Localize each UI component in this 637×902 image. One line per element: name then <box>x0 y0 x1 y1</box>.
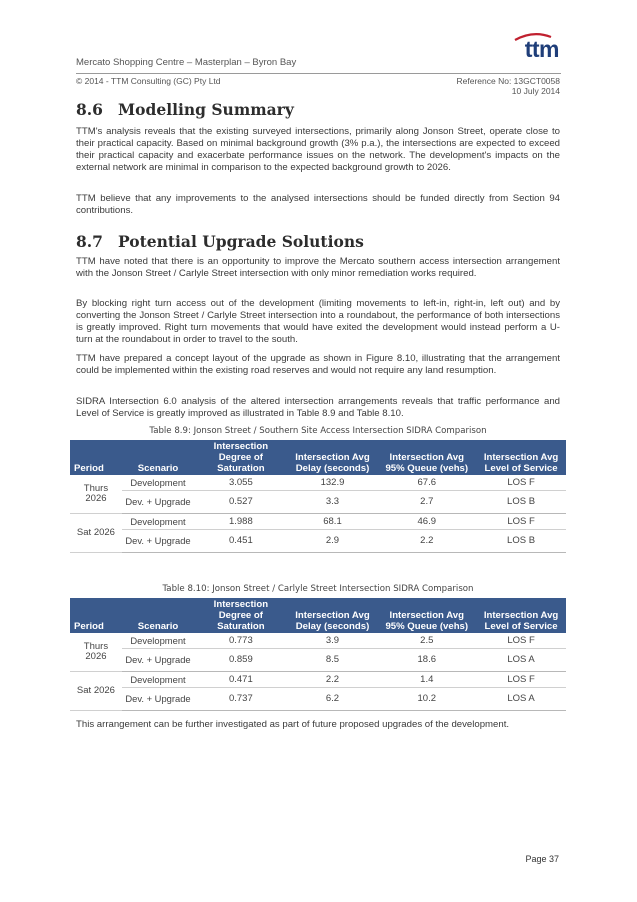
table-cell: 3.3 <box>288 491 378 514</box>
table-cell: 46.9 <box>377 514 476 530</box>
table-cell: 0.859 <box>194 649 287 672</box>
table-8-10 <box>70 598 566 711</box>
column-header: Scenario <box>122 598 194 633</box>
table-cell: LOS A <box>476 688 566 711</box>
column-header: Intersection Degree of Saturation <box>194 598 287 633</box>
table-row <box>70 530 566 553</box>
section-8-6-heading <box>76 100 294 119</box>
section-number: 8.6 <box>76 100 103 119</box>
period-cell: Sat 2026 <box>70 672 122 711</box>
reference-date: 10 July 2014 <box>511 86 560 96</box>
column-header: Intersection Avg Delay (seconds) <box>288 440 378 475</box>
table-8-10-caption: Table 8.10: Jonson Street / Carlyle Street Intersection SIDRA Comparison <box>162 584 474 594</box>
section-title: Potential Upgrade Solutions <box>118 232 364 251</box>
header-title: Mercato Shopping Centre – Masterplan – Byron Bay <box>76 57 297 68</box>
period-cell: Sat 2026 <box>70 514 122 553</box>
table-cell: 8.5 <box>288 649 378 672</box>
table-row <box>70 649 566 672</box>
scenario-cell: Dev. + Upgrade <box>122 688 194 711</box>
table-row <box>70 672 566 688</box>
table-header-row <box>70 440 566 475</box>
column-header: Intersection Avg Level of Service <box>476 598 566 633</box>
header-divider <box>76 73 561 74</box>
paragraph: TTM's analysis reveals that the existing surveyed intersections, primarily along Jonson Street, operate close to their practical capacity. Based on minimal background growth (3% p.a.), the intersections are expected to exceed their practical capacity and exacerbate performance issues on the network. The development's impacts on the external network are minimal in comparison to the expected background growth to 2026. <box>76 126 560 173</box>
column-header: Period <box>70 440 122 475</box>
ttm-logo <box>499 32 559 64</box>
scenario-cell: Development <box>122 475 194 491</box>
period-cell: Thurs 2026 <box>70 475 122 514</box>
table-header-row <box>70 598 566 633</box>
table-cell: LOS F <box>476 475 566 491</box>
header-copyright: © 2014 - TTM Consulting (GC) Pty Ltd <box>76 76 221 86</box>
scenario-cell: Dev. + Upgrade <box>122 491 194 514</box>
scenario-cell: Dev. + Upgrade <box>122 530 194 553</box>
table-row <box>70 475 566 491</box>
scenario-cell: Development <box>122 633 194 649</box>
column-header: Intersection Degree of Saturation <box>194 440 287 475</box>
table-cell: 132.9 <box>288 475 378 491</box>
table-cell: LOS A <box>476 649 566 672</box>
page-number: Page 37 <box>525 854 559 864</box>
table-cell: LOS F <box>476 633 566 649</box>
scenario-cell: Development <box>122 514 194 530</box>
table-cell: 2.7 <box>377 491 476 514</box>
paragraph: TTM believe that any improvements to the analysed intersections should be funded directly from Section 94 contributions. <box>76 193 560 216</box>
table-row <box>70 688 566 711</box>
table-cell: LOS B <box>476 530 566 553</box>
paragraph: TTM have noted that there is an opportunity to improve the Mercato southern access intersection arrangement with the Jonson Street / Carlyle Street intersection with only minor remediation works required. <box>76 256 560 279</box>
scenario-cell: Dev. + Upgrade <box>122 649 194 672</box>
period-cell: Thurs 2026 <box>70 633 122 672</box>
column-header: Period <box>70 598 122 633</box>
section-number: 8.7 <box>76 232 103 251</box>
table-cell: 10.2 <box>377 688 476 711</box>
table-8-9 <box>70 440 566 553</box>
section-title: Modelling Summary <box>118 100 294 119</box>
column-header: Intersection Avg Level of Service <box>476 440 566 475</box>
paragraph: By blocking right turn access out of the development (limiting movements to left-in, right-in, left out) and by converting the Jonson Street / Carlyle Street intersection into a roundabout, the performance of both intersections is greatly improved. Right turn movements that would have exited the development would instead perform a U-turn at the roundabout in order to travel to the south. <box>76 298 560 345</box>
table-cell: LOS B <box>476 491 566 514</box>
reference-number: Reference No: 13GCT0058 <box>456 76 560 86</box>
table-cell: 0.451 <box>194 530 287 553</box>
table-cell: 67.6 <box>377 475 476 491</box>
table-cell: 2.2 <box>377 530 476 553</box>
table-cell: 0.737 <box>194 688 287 711</box>
header-reference <box>457 76 560 96</box>
table-cell: 1.4 <box>377 672 476 688</box>
table-cell: 6.2 <box>288 688 378 711</box>
column-header: Intersection Avg 95% Queue (vehs) <box>377 598 476 633</box>
logo-text: ttm <box>524 36 559 62</box>
table-row <box>70 633 566 649</box>
table-row <box>70 514 566 530</box>
scenario-cell: Development <box>122 672 194 688</box>
table-cell: 1.988 <box>194 514 287 530</box>
table-cell: 2.2 <box>288 672 378 688</box>
table-cell: 3.055 <box>194 475 287 491</box>
table-cell: 2.5 <box>377 633 476 649</box>
table-8-9-caption: Table 8.9: Jonson Street / Southern Site Access Intersection SIDRA Comparison <box>149 426 487 436</box>
closing-paragraph: This arrangement can be further investigated as part of future proposed upgrades of the development. <box>76 719 510 730</box>
table-row <box>70 491 566 514</box>
table-cell: 3.9 <box>288 633 378 649</box>
table-cell: 18.6 <box>377 649 476 672</box>
column-header: Scenario <box>122 440 194 475</box>
paragraph: SIDRA Intersection 6.0 analysis of the altered intersection arrangements reveals that traffic performance and Level of Service is greatly improved as illustrated in Table 8.9 and Table 8.10. <box>76 396 560 419</box>
section-8-7-heading <box>76 232 364 251</box>
table-cell: 0.773 <box>194 633 287 649</box>
column-header: Intersection Avg 95% Queue (vehs) <box>377 440 476 475</box>
paragraph: TTM have prepared a concept layout of the upgrade as shown in Figure 8.10, illustrating that the arrangement could be implemented within the existing road reserves and would not require any land resumption. <box>76 353 560 376</box>
column-header: Intersection Avg Delay (seconds) <box>288 598 378 633</box>
table-cell: 0.527 <box>194 491 287 514</box>
table-cell: 0.471 <box>194 672 287 688</box>
table-cell: 2.9 <box>288 530 378 553</box>
table-cell: LOS F <box>476 514 566 530</box>
table-cell: LOS F <box>476 672 566 688</box>
table-cell: 68.1 <box>288 514 378 530</box>
